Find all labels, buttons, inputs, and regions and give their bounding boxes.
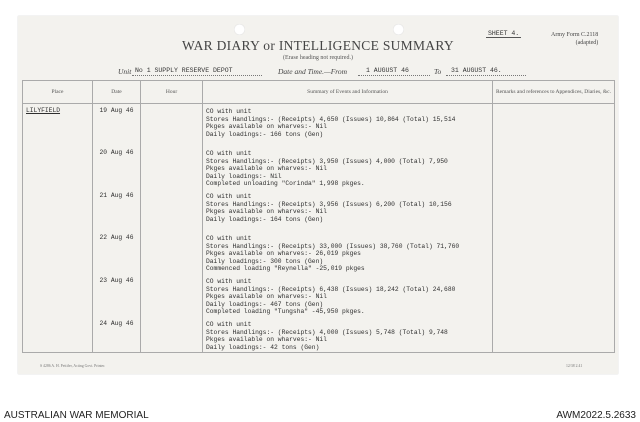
header-summary: Summary of Events and Information bbox=[203, 81, 493, 104]
summary-line: Daily loadings:- 467 tons (Gen) bbox=[206, 300, 324, 308]
hour-cell bbox=[141, 231, 203, 274]
to-value: 31 AUGUST 46. bbox=[451, 67, 502, 74]
print-code: 12/38 2.41 bbox=[566, 364, 583, 368]
date-cell: 24 Aug 46 bbox=[93, 317, 141, 353]
army-form-line1: Army Form C.2118 bbox=[551, 32, 599, 38]
table-row bbox=[23, 274, 615, 317]
summary-line: Stores Handlings:- (Receipts) 6,438 (Issues) 18,242 (Total) 24,680 bbox=[206, 285, 456, 293]
from-underline bbox=[358, 75, 430, 76]
date-cell: 21 Aug 46 bbox=[93, 189, 141, 231]
header-remarks: Remarks and references to Appendices, Diaries, &c. bbox=[493, 81, 615, 104]
place-cell bbox=[23, 231, 93, 274]
remarks-cell bbox=[493, 189, 615, 231]
header-row bbox=[23, 81, 615, 104]
remarks-cell bbox=[493, 231, 615, 274]
summary-line: Daily loadings:- Nil bbox=[206, 172, 282, 180]
summary-cell bbox=[203, 189, 493, 231]
summary-line: Completed loading "Tungsha" -45,950 pkges. bbox=[206, 308, 365, 316]
credit-institution: AUSTRALIAN WAR MEMORIAL bbox=[4, 410, 149, 421]
form-subtitle: (Erase heading not required.) bbox=[283, 55, 353, 61]
summary-line: Stores Handlings:- (Receipts) 4,650 (Issues) 10,864 (Total) 15,514 bbox=[206, 115, 456, 123]
summary-line: Pkges available on wharves:- Nil bbox=[206, 336, 327, 344]
summary-line: Commenced loading "Reynella" -25,019 pkges bbox=[206, 265, 365, 273]
header-place: Place bbox=[23, 81, 93, 104]
from-value: 1 AUGUST 46 bbox=[366, 67, 409, 74]
summary-line: CO with unit bbox=[206, 320, 252, 328]
summary-line: Pkges available on wharves:- Nil bbox=[206, 208, 327, 216]
table-row bbox=[23, 189, 615, 231]
place-cell bbox=[23, 104, 93, 147]
table-row bbox=[23, 146, 615, 189]
summary-line: CO with unit bbox=[206, 234, 252, 242]
summary-line: Pkges available on wharves:- 26,019 pkges bbox=[206, 250, 361, 258]
header-date: Date bbox=[93, 81, 141, 104]
diary-sheet bbox=[18, 16, 618, 374]
to-underline bbox=[446, 75, 526, 76]
date-cell: 23 Aug 46 bbox=[93, 274, 141, 317]
form-title: WAR DIARY or INTELLIGENCE SUMMARY bbox=[182, 38, 454, 53]
army-form-line2: (adapted) bbox=[575, 40, 599, 46]
hour-cell bbox=[141, 104, 203, 147]
date-time-label: Date and Time.—From bbox=[278, 67, 348, 76]
summary-line: CO with unit bbox=[206, 277, 252, 285]
table-row bbox=[23, 317, 615, 353]
remarks-cell bbox=[493, 146, 615, 189]
summary-line: Pkges available on wharves:- Nil bbox=[206, 165, 327, 173]
summary-cell bbox=[203, 317, 493, 353]
date-cell: 22 Aug 46 bbox=[93, 231, 141, 274]
unit-underline bbox=[132, 75, 262, 76]
summary-cell bbox=[203, 146, 493, 189]
hour-cell bbox=[141, 274, 203, 317]
summary-line: CO with unit bbox=[206, 150, 252, 157]
header-hour: Hour bbox=[141, 81, 203, 104]
table-row bbox=[23, 231, 615, 274]
hour-cell bbox=[141, 189, 203, 231]
summary-line: CO with unit bbox=[206, 108, 252, 115]
place-cell bbox=[23, 189, 93, 231]
remarks-cell bbox=[493, 317, 615, 353]
summary-line: Stores Handlings:- (Receipts) 3,956 (Issues) 6,200 (Total) 10,156 bbox=[206, 200, 452, 208]
place-cell bbox=[23, 317, 93, 353]
summary-cell bbox=[203, 104, 493, 147]
remarks-cell bbox=[493, 104, 615, 147]
hour-cell bbox=[141, 317, 203, 353]
summary-line: Stores Handlings:- (Receipts) 4,000 (Issues) 5,748 (Total) 9,748 bbox=[206, 328, 448, 336]
summary-line: Completed unloading "Corinda" 1,998 pkges. bbox=[206, 180, 365, 188]
place-cell bbox=[23, 146, 93, 189]
place-cell bbox=[23, 274, 93, 317]
summary-line: Daily loadings:- 164 tons (Gen) bbox=[206, 215, 324, 223]
unit-label: Unit bbox=[118, 67, 132, 76]
place-name: LILYFIELD bbox=[26, 107, 61, 114]
printer-imprint: S 4286 A. H. Pettifer, Acting Govt. Printer. bbox=[40, 364, 106, 368]
remarks-cell bbox=[493, 274, 615, 317]
date-cell: 19 Aug 46 bbox=[93, 104, 141, 147]
summary-line: Stores Handlings:- (Receipts) 3,950 (Issues) 4,000 (Total) 7,950 bbox=[206, 157, 448, 165]
summary-cell bbox=[203, 274, 493, 317]
date-cell: 20 Aug 46 bbox=[93, 146, 141, 189]
credit-accession: AWM2022.5.2633 bbox=[556, 410, 636, 421]
summary-line: Daily loadings:- 166 tons (Gen) bbox=[206, 130, 324, 138]
summary-line: CO with unit bbox=[206, 192, 252, 200]
summary-line: Daily loadings:- 300 tons (Gen) bbox=[206, 257, 324, 265]
table-row bbox=[23, 104, 615, 147]
punch-hole-right bbox=[393, 24, 404, 35]
hour-cell bbox=[141, 146, 203, 189]
diary-table bbox=[22, 80, 615, 353]
sheet-number: SHEET 4. bbox=[488, 30, 520, 37]
to-label: To bbox=[434, 67, 442, 76]
unit-value: No 1 SUPPLY RESERVE DEPOT bbox=[135, 67, 233, 74]
summary-line: Daily loadings:- 42 tons (Gen) bbox=[206, 343, 320, 351]
punch-hole-left bbox=[234, 24, 245, 35]
summary-cell bbox=[203, 231, 493, 274]
summary-line: Pkges available on wharves:- Nil bbox=[206, 293, 327, 301]
summary-line: Stores Handlings:- (Receipts) 33,000 (Issues) 38,760 (Total) 71,760 bbox=[206, 242, 460, 250]
summary-line: Pkges available on wharves:- Nil bbox=[206, 123, 327, 131]
